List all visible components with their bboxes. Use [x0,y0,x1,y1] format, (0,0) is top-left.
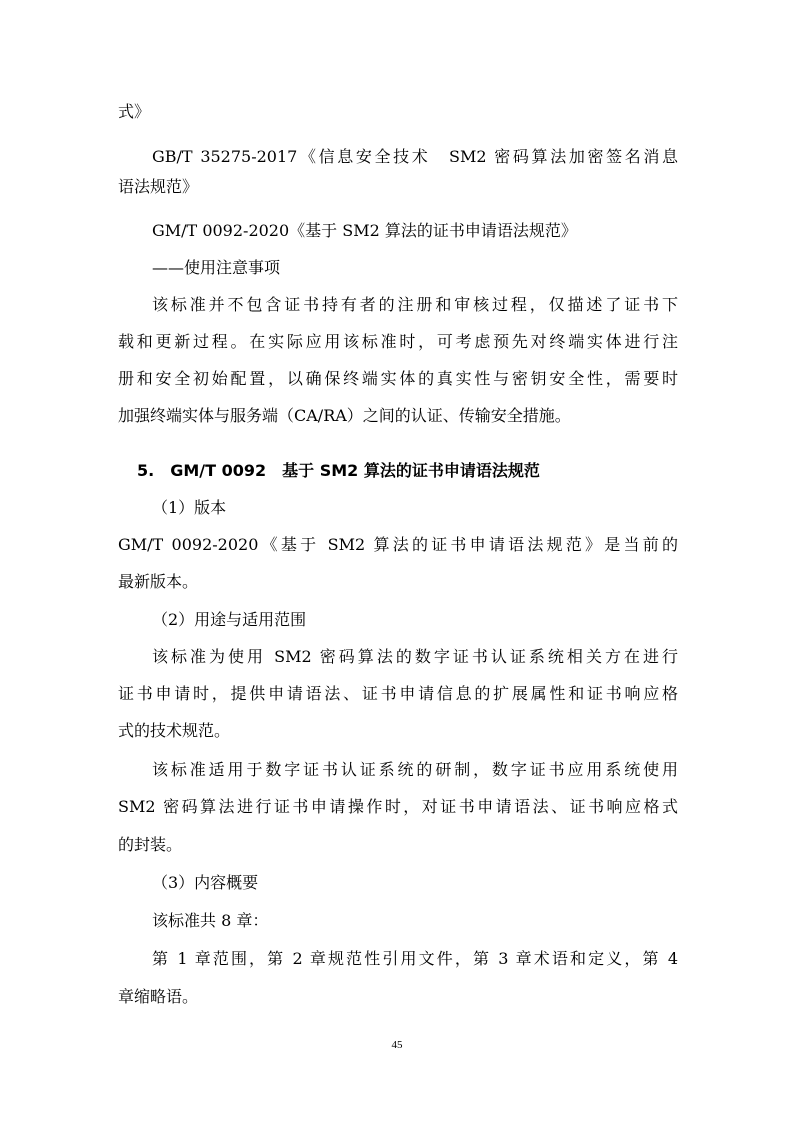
reference-gbt-35275: GB/T 35275-2017《信息安全技术 SM2 密码算法加密签名消息 [152,147,678,166]
paragraph-line: 式的技术规范。 [118,721,231,740]
paragraph-line: 章缩略语。 [118,987,199,1006]
section-heading-5: 5. GM/T 0092 基于 SM2 算法的证书申请语法规范 [137,461,540,480]
paragraph-line: 该标准共 8 章： [152,911,269,930]
paragraph-line: 的封装。 [118,835,183,854]
reference-gmt-0092: GM/T 0092-2020《基于 SM2 算法的证书申请语法规范》 [152,221,577,240]
item-heading-overview: （3）内容概要 [152,873,259,892]
paragraph-line: 该标准并不包含证书持有者的注册和审核过程，仅描述了证书下 [152,295,678,314]
text-line: 式》 [118,102,151,121]
subsection-title-usage-notes: ——使用注意事项 [152,258,281,277]
paragraph-line: 载和更新过程。在实际应用该标准时，可考虑预先对终端实体进行注 [118,332,678,351]
page-number: 45 [391,1039,403,1051]
item-heading-version: （1）版本 [152,498,227,517]
paragraph-line: 该标准为使用 SM2 密码算法的数字证书认证系统相关方在进行 [152,647,678,666]
paragraph-line: GM/T 0092-2020《基于 SM2 算法的证书申请语法规范》是当前的 [118,535,678,554]
paragraph-line: 最新版本。 [118,572,199,591]
paragraph-line: 加强终端实体与服务端（CA/RA）之间的认证、传输安全措施。 [118,406,571,425]
paragraph-line: 该标准适用于数字证书认证系统的研制，数字证书应用系统使用 [152,760,678,779]
paragraph-line: 证书申请时，提供申请语法、证书申请信息的扩展属性和证书响应格 [118,684,678,703]
paragraph-line: 册和安全初始配置，以确保终端实体的真实性与密钥安全性，需要时 [118,369,678,388]
item-heading-scope: （2）用途与适用范围 [152,610,307,629]
paragraph-line: 第 1 章范围，第 2 章规范性引用文件，第 3 章术语和定义，第 4 [152,949,678,968]
paragraph-line: SM2 密码算法进行证书申请操作时，对证书申请语法、证书响应格式 [118,797,678,816]
text-line: 语法规范》 [118,177,199,196]
